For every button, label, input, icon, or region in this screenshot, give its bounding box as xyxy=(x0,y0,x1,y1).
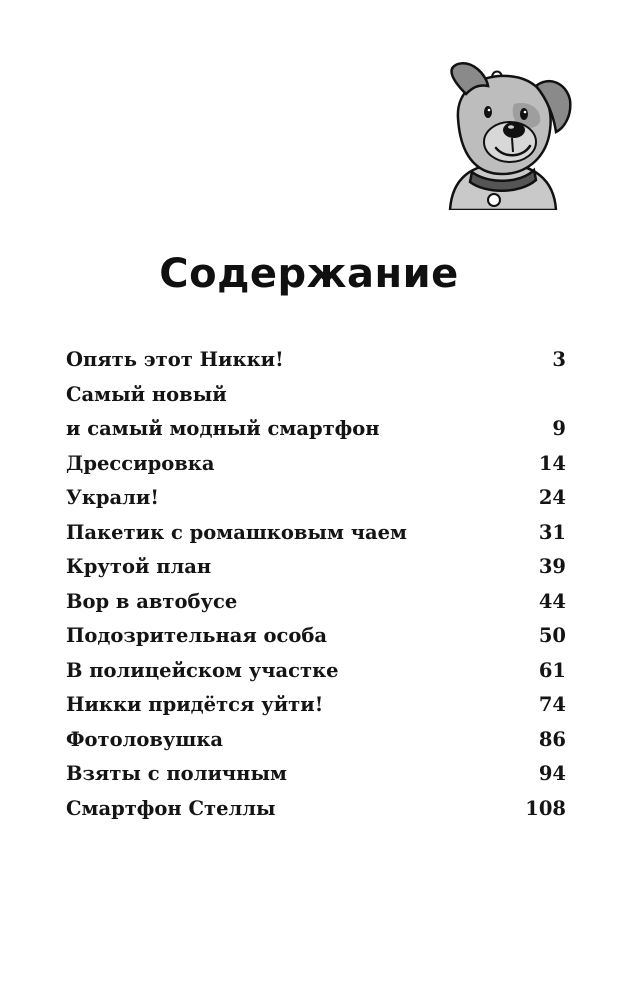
toc-entry-page: 94 xyxy=(538,762,566,785)
toc-entry xyxy=(66,378,566,447)
toc-entry-title xyxy=(66,516,407,551)
toc-entry xyxy=(66,481,566,516)
toc-entry xyxy=(66,550,566,585)
toc-entry-title xyxy=(66,585,237,620)
toc-entry-page: 3 xyxy=(552,348,566,371)
toc-entry xyxy=(66,516,566,551)
toc-entry xyxy=(66,723,566,758)
toc-entry-title-line: Подозрительная особа xyxy=(66,624,328,647)
toc-entry-title-line: Опять этот Никки! xyxy=(66,348,284,371)
toc-entry-page: 108 xyxy=(525,796,566,820)
toc-entry-title-line: Никки придётся уйти! xyxy=(66,693,324,716)
toc-entry xyxy=(66,654,566,689)
toc-entry-page: 24 xyxy=(538,486,566,509)
page-title: Содержание xyxy=(159,250,459,297)
toc-entry-title xyxy=(66,757,287,792)
toc-entry-title-line: Украли! xyxy=(66,486,159,509)
toc-entry-title xyxy=(66,378,380,447)
toc-entry-title-line: Дрессировка xyxy=(66,451,215,475)
toc-entry-page: 86 xyxy=(538,727,566,751)
toc-entry-title-line: Пакетик с ромашковым чаем xyxy=(66,520,407,544)
toc-entry-title-line: Смартфон Стеллы xyxy=(66,796,276,820)
toc-entry-page: 39 xyxy=(538,555,566,578)
puppy-illustration-icon xyxy=(432,60,572,210)
toc-entry-page: 9 xyxy=(552,417,566,440)
toc-entry-page: 50 xyxy=(538,624,566,647)
toc-entry-title xyxy=(66,343,284,378)
toc-entry xyxy=(66,757,566,792)
toc-entry-page: 44 xyxy=(538,589,566,613)
toc-entry-title-line: Взяты с поличным xyxy=(66,762,287,785)
toc-entry-title xyxy=(66,447,215,482)
toc-entry xyxy=(66,792,566,827)
toc-entry-page: 61 xyxy=(538,658,566,682)
toc-entry-title-line: и самый модный смартфон xyxy=(66,417,380,440)
toc-entry-title-line: В полицейском участке xyxy=(66,658,339,682)
toc-entry xyxy=(66,343,566,378)
toc-entry xyxy=(66,619,566,654)
toc-entry-title xyxy=(66,688,323,723)
toc-entry-page: 74 xyxy=(538,693,566,716)
toc-entry-page: 14 xyxy=(538,451,566,475)
toc-entry-title-line: Самый новый xyxy=(66,382,227,406)
toc-entry-title-line: Вор в автобусе xyxy=(66,589,238,613)
toc-entry-title-line: Крутой план xyxy=(66,555,212,578)
toc-entry xyxy=(66,688,566,723)
toc-entry xyxy=(66,447,566,482)
table-of-contents xyxy=(66,343,566,826)
toc-entry-title xyxy=(66,792,276,827)
toc-entry-title xyxy=(66,619,327,654)
toc-entry-title xyxy=(66,481,159,516)
toc-entry-title xyxy=(66,550,211,585)
toc-entry-title xyxy=(66,723,223,758)
toc-entry-title xyxy=(66,654,339,689)
toc-entry-title-line: Фотоловушка xyxy=(66,727,224,751)
toc-entry xyxy=(66,585,566,620)
toc-entry-page: 31 xyxy=(538,520,566,544)
